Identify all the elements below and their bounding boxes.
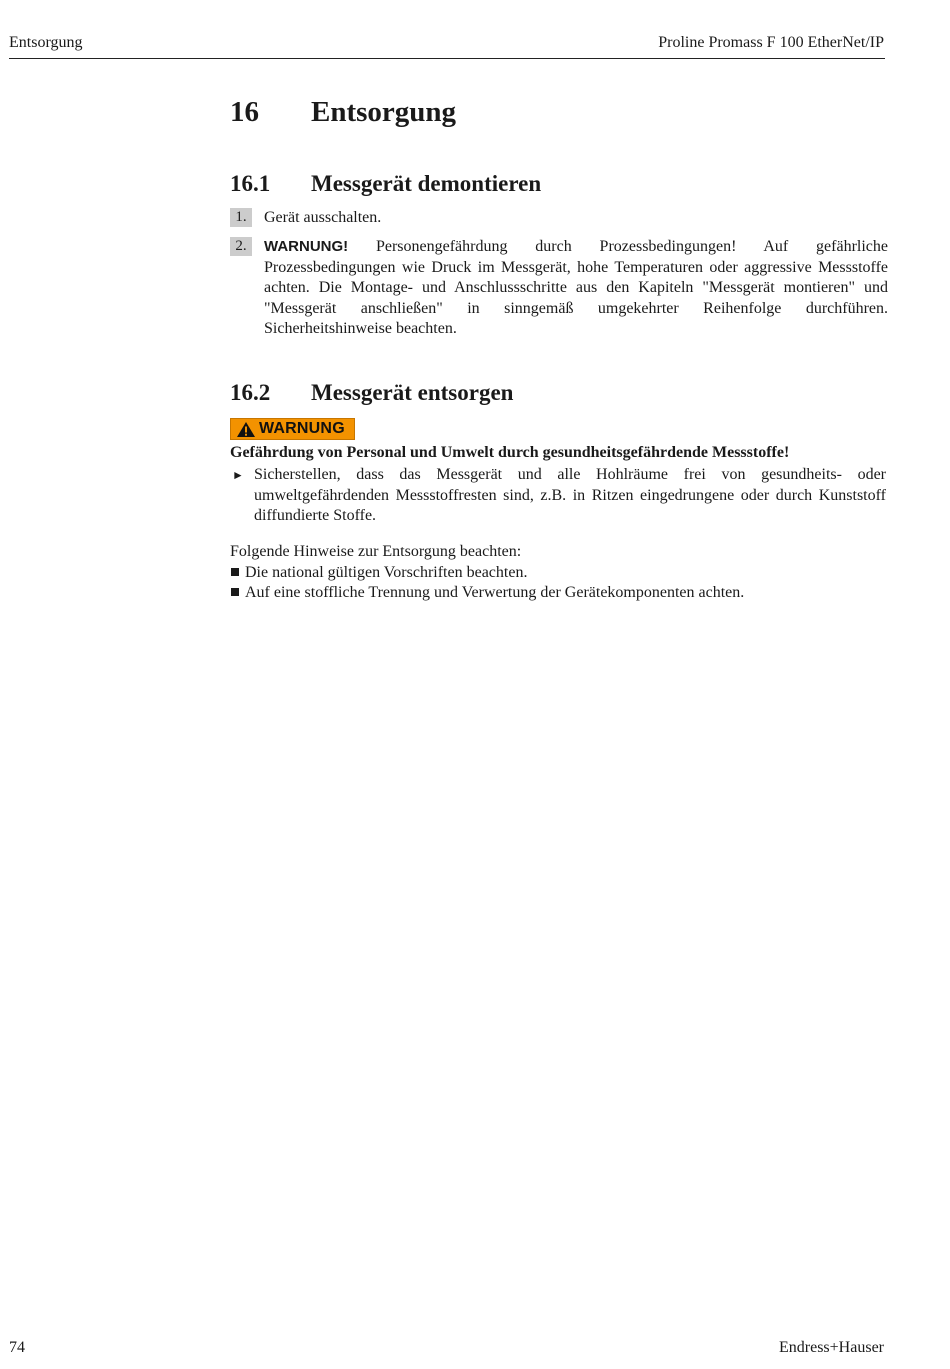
header-divider: [9, 58, 885, 59]
list-item: [230, 564, 527, 582]
list-item-text: Auf eine stoffliche Trennung und Verwertung der Gerätekomponenten achten.: [245, 584, 745, 601]
warning-label-box: [230, 418, 355, 440]
section-title: Messgerät demontieren: [311, 171, 542, 196]
step-2: [230, 237, 888, 340]
square-bullet-icon: [231, 588, 239, 596]
warning-label: WARNUNG: [259, 420, 345, 437]
step-text: Gerät ausschalten.: [264, 209, 382, 226]
section-number: 16.1: [230, 171, 271, 196]
warning-title: Gefährdung von Personal und Umwelt durch gesundheitsgefährdende Messstoffe!: [230, 444, 790, 461]
section-number: 16.2: [230, 380, 271, 405]
disposal-intro: Folgende Hinweise zur Entsorgung beachten:: [230, 543, 522, 560]
section-heading-16-1: [230, 171, 541, 197]
square-bullet-icon: [231, 568, 239, 576]
chapter-number: 16: [230, 96, 259, 128]
page-number: 74: [9, 1339, 25, 1356]
step-warning-text: Personengefährdung durch Prozessbedingungen! Auf gefährliche Prozessbedingungen wie Druck im Messgerät, hohe Temperaturen oder aggressive Messstoffe achten. Die Montage- und Anschlussschritte aus den Kapiteln "Messgerät montieren" und "Messgerät anschließen" in sinngemäß umgekehrter Reihenfolge durchführen. Sicherheitshinweise beachten.: [264, 238, 888, 337]
list-item-text: Die national gültigen Vorschriften beachten.: [245, 564, 528, 581]
chapter-title: Entsorgung: [311, 96, 457, 128]
brand-name: Endress+Hauser: [779, 1339, 884, 1356]
warning-triangle-icon: [236, 421, 256, 438]
section-heading-16-2: [230, 380, 513, 406]
arrow-right-icon: ►: [232, 468, 244, 482]
step-1: [230, 208, 888, 229]
section-title: Messgerät entsorgen: [311, 380, 514, 405]
step-number-badge: 1.: [230, 208, 252, 227]
chapter-heading: [230, 96, 456, 129]
step-text: [264, 237, 888, 340]
list-item: [230, 584, 744, 602]
warning-signal-word: WARNUNG!: [264, 238, 349, 255]
header-product-name: Proline Promass F 100 EtherNet/IP: [658, 34, 884, 51]
step-number-badge: 2.: [230, 237, 252, 256]
warning-action-text: Sicherstellen, dass das Messgerät und alle Hohlräume frei von gesundheits- oder umweltgefährdenden Messstoffresten sind, z.B. in Ritzen eingedrungene oder durch Kunststoff diffundierte Stoffe.: [254, 466, 886, 524]
warning-action: [230, 465, 886, 527]
header-section-name: Entsorgung: [9, 34, 83, 51]
